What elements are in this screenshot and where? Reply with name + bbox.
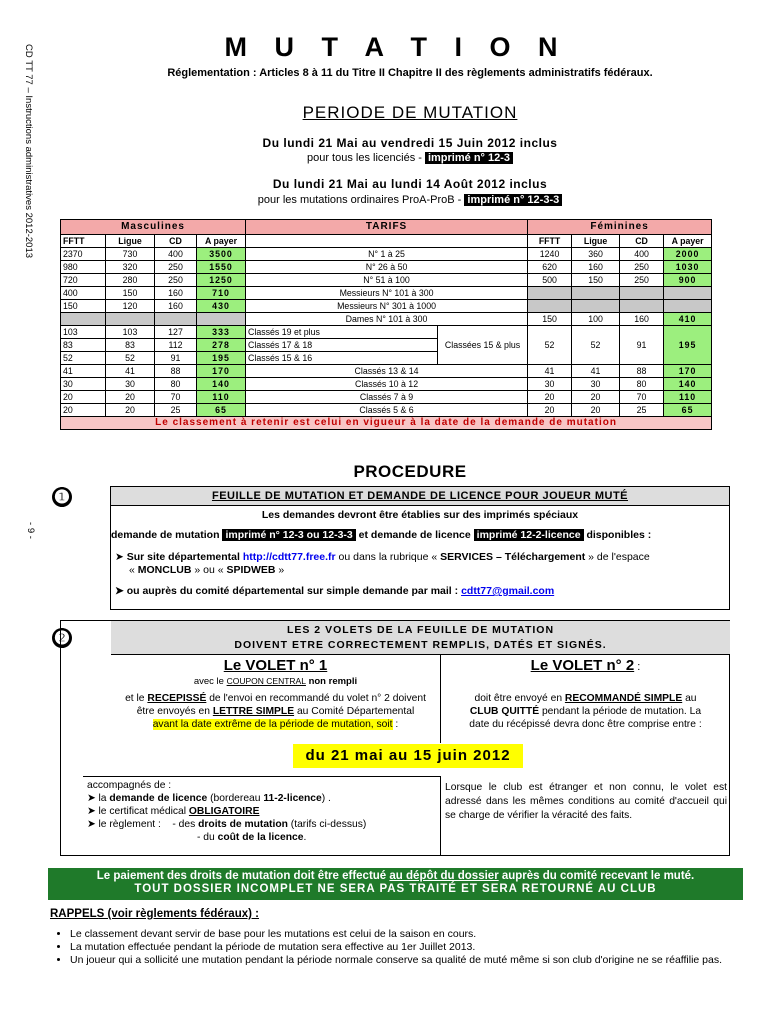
m-cell: 170 <box>197 365 246 378</box>
f-cell: 52 <box>572 326 620 365</box>
b1-f: « <box>129 564 138 576</box>
reglementation: Réglementation : Articles 8 à 11 du Titre II Chapitre II des règlements administratifs fédéraux. <box>167 67 653 79</box>
m-cell: 250 <box>155 261 197 274</box>
volet-1-text <box>111 692 440 731</box>
periode-line1: Du lundi 21 Mai au vendredi 15 Juin 2012 inclus <box>262 136 558 150</box>
m-cell: 120 <box>106 300 155 313</box>
tarif-label: Classés 15 & 16 <box>246 352 438 365</box>
step-2-header-1: LES 2 VOLETS DE LA FEUILLE DE MUTATION <box>286 624 555 636</box>
v1-p1-a: et le <box>125 693 148 704</box>
m-cell: 195 <box>197 352 246 365</box>
m-cell: 25 <box>155 404 197 417</box>
table-row <box>61 326 712 339</box>
f-cell: 1030 <box>664 261 712 274</box>
m-cell <box>106 313 155 326</box>
tarif-label: Classés 5 & 6 <box>246 404 528 417</box>
acc-1 <box>87 792 366 805</box>
arrow-icon: ➤ <box>115 551 127 563</box>
m-cell: 30 <box>106 378 155 391</box>
v2-p1-a: doit être envoyé en <box>474 693 565 704</box>
f-cell: 195 <box>664 326 712 365</box>
table-row <box>61 287 712 300</box>
m-cell: 1250 <box>197 274 246 287</box>
f-cell: 41 <box>528 365 572 378</box>
acc3-d: (tarifs ci-dessus) <box>287 819 367 830</box>
m-cell: 140 <box>197 378 246 391</box>
volet-2-text <box>441 692 730 731</box>
foreign-club-note: Lorsque le club est étranger et non connu, le volet est adressé dans les mêmes conditions au comité d'accueil qui se charge de vérifier la véracité des faits. <box>445 782 727 821</box>
arrow-icon: ➤ <box>115 585 127 597</box>
v2-p1-b: RECOMMANDÉ SIMPLE <box>564 693 683 704</box>
b1-h: » ou « <box>191 564 227 576</box>
volet-1 <box>111 655 440 731</box>
v2-p3: date du récépissé devra donc être comprise entre : <box>469 719 702 730</box>
form-badge-12-3-3: imprimé n° 12-3-3 <box>464 194 562 206</box>
v1-sub-b: COUPON CENTRAL <box>226 676 306 686</box>
acc-title: accompagnés de : <box>87 780 172 791</box>
accomp-text <box>87 779 366 844</box>
page-number-text: - 9 - <box>24 522 36 539</box>
step-2-header <box>111 621 730 655</box>
b1-a: Sur site départemental <box>126 551 243 563</box>
m-cell <box>197 313 246 326</box>
table-header-row <box>61 220 712 235</box>
m-cell: 20 <box>61 391 106 404</box>
payment-line-2: TOUT DOSSIER INCOMPLET NE SERA PAS TRAITÉ ET SERA RETOURNÉ AU CLUB <box>134 883 657 895</box>
arrow-icon: ➤ <box>87 819 99 830</box>
acc1-c: (bordereau <box>207 793 264 804</box>
m-cell: 2370 <box>61 248 106 261</box>
f-cell: 620 <box>528 261 572 274</box>
m-cell: 333 <box>197 326 246 339</box>
f-cell: 100 <box>572 313 620 326</box>
f-cell: 20 <box>572 391 620 404</box>
v1-p1-b: RECEPISSÉ <box>147 693 207 704</box>
b1-b: ou <box>335 551 351 563</box>
b1-g: MONCLUB <box>137 564 192 576</box>
m-cell: 280 <box>106 274 155 287</box>
table-row <box>61 300 712 313</box>
m-cell: 980 <box>61 261 106 274</box>
f-cell: 25 <box>620 404 664 417</box>
tarif-label-fem: Classées 15 & plus <box>438 326 528 365</box>
m-cell: 83 <box>106 339 155 352</box>
table-row <box>61 313 712 326</box>
b1-e: » de l'espace <box>585 551 650 563</box>
step-1-bullet-1 <box>115 551 727 577</box>
f-cell: 41 <box>572 365 620 378</box>
acc2-a: le certificat médical <box>98 806 189 817</box>
table-footer: Le classement à retenir est celui en vigueur à la date de la demande de mutation <box>61 417 712 430</box>
m-cell: 150 <box>106 287 155 300</box>
table-subheader-row <box>61 235 712 248</box>
col-ligue: Ligue <box>106 235 155 248</box>
acc1-d: 11-2-licence <box>263 793 322 804</box>
f-cell <box>572 287 620 300</box>
tarif-label: Messieurs N° 101 à 300 <box>246 287 528 300</box>
payment-banner <box>48 868 743 900</box>
step-1-sub: Les demandes devront être établies sur des imprimés spéciaux <box>261 509 579 521</box>
m-cell: 1550 <box>197 261 246 274</box>
acc2-b: OBLIGATOIRE <box>188 806 260 817</box>
col-ligue-f: Ligue <box>572 235 620 248</box>
f-cell: 250 <box>620 261 664 274</box>
tarif-label: Classés 19 et plus <box>246 326 438 339</box>
f-cell: 160 <box>620 313 664 326</box>
v1-p2-b: LETTRE SIMPLE <box>212 706 295 717</box>
v2-p2-a: CLUB QUITTÉ <box>469 706 540 717</box>
acc-3 <box>87 818 366 831</box>
tarif-label: Messieurs N° 301 à 1000 <box>246 300 528 313</box>
rappels-heading: RAPPELS (voir règlements fédéraux) : <box>50 908 259 920</box>
v1-p1-c: de l'envoi en recommandé du volet n° 2 doivent <box>206 693 426 704</box>
f-cell: 150 <box>528 313 572 326</box>
m-cell: 52 <box>106 352 155 365</box>
f-cell: 150 <box>572 274 620 287</box>
volet-1-title: Le VOLET n° 1 <box>223 657 328 674</box>
header-tarifs: TARIFS <box>246 220 528 235</box>
f-cell: 88 <box>620 365 664 378</box>
col-tarifs-blank <box>246 235 528 248</box>
step-1-header: FEUILLE DE MUTATION ET DEMANDE DE LICENCE POUR JOUEUR MUTÉ <box>111 487 729 506</box>
table-row <box>61 261 712 274</box>
step-1-bullet-2 <box>115 585 554 597</box>
m-cell: 52 <box>61 352 106 365</box>
col-fftt-f: FFTT <box>528 235 572 248</box>
v1-p2-a: être envoyés en <box>136 706 213 717</box>
header-masculines: Masculines <box>61 220 246 235</box>
page-number <box>22 522 39 539</box>
m-cell <box>61 313 106 326</box>
col-apayer: A payer <box>197 235 246 248</box>
m-cell: 41 <box>61 365 106 378</box>
col-cd: CD <box>155 235 197 248</box>
m-cell: 730 <box>106 248 155 261</box>
table-row <box>61 248 712 261</box>
list-item: • Un joueur qui a sollicité une mutation pendant la période normale conserve sa qualité de muté même si son club d'origine ne se réaffilie pas. <box>70 954 750 967</box>
b1-i: SPIDWEB <box>226 564 276 576</box>
b1-d: SERVICES – Téléchargement <box>440 551 586 563</box>
table-footer-row <box>61 417 712 430</box>
f-cell <box>664 287 712 300</box>
req-text-b: et demande de licence <box>355 529 474 541</box>
procedure-heading: PROCEDURE <box>353 462 467 481</box>
v1-p3: avant la date extrême de la période de mutation, soit <box>152 719 393 730</box>
m-cell: 400 <box>61 287 106 300</box>
m-cell: 3500 <box>197 248 246 261</box>
step-2-glyph: ❷ <box>53 628 71 648</box>
f-cell: 900 <box>664 274 712 287</box>
f-cell <box>572 300 620 313</box>
acc1-b: demande de licence <box>109 793 208 804</box>
step-1-icon <box>52 487 72 507</box>
v1-p2-c: au Comité Départemental <box>294 706 415 717</box>
req-text-c: disponibles : <box>583 529 652 541</box>
periode-line4-text: pour les mutations ordinaires ProA-ProB - <box>257 194 465 206</box>
f-cell: 140 <box>664 378 712 391</box>
acc-2 <box>87 805 366 818</box>
f-cell: 1240 <box>528 248 572 261</box>
acc3-c: droits de mutation <box>198 819 288 830</box>
volet-2-colon: : <box>634 661 641 673</box>
m-cell: 20 <box>61 404 106 417</box>
table-row <box>61 365 712 378</box>
col-fftt: FFTT <box>61 235 106 248</box>
tarif-label: N° 26 à 50 <box>246 261 528 274</box>
f-cell: 160 <box>572 261 620 274</box>
acc3-b: - des <box>172 819 199 830</box>
f-cell: 91 <box>620 326 664 365</box>
req-text-a: demande de mutation <box>111 529 223 541</box>
m-cell: 150 <box>61 300 106 313</box>
tarif-label: Classés 10 à 12 <box>246 378 528 391</box>
m-cell: 103 <box>61 326 106 339</box>
volet-1-sub <box>111 676 440 687</box>
m-cell: 20 <box>106 404 155 417</box>
f-cell: 30 <box>528 378 572 391</box>
f-cell <box>664 300 712 313</box>
b2-a: ou auprès du comité départemental sur simple demande par mail : <box>126 585 462 597</box>
acc1-a: la <box>98 793 110 804</box>
step-1-box <box>110 486 730 610</box>
m-cell: 112 <box>155 339 197 352</box>
m-cell: 250 <box>155 274 197 287</box>
req-badge-licence: imprimé 12-2-licence <box>474 529 584 541</box>
b1-j: » <box>275 564 285 576</box>
pay-a: Le paiement des droits de mutation doit être effectué <box>96 870 390 882</box>
side-label-text: CD TT 77 – Instructions administratives 2012-2013 <box>23 44 34 259</box>
arrow-icon: ➤ <box>87 793 99 804</box>
f-cell <box>528 287 572 300</box>
m-cell: 720 <box>61 274 106 287</box>
site-link[interactable]: http://cdtt77.free.fr <box>242 551 336 563</box>
m-cell: 88 <box>155 365 197 378</box>
m-cell: 320 <box>106 261 155 274</box>
m-cell: 20 <box>106 391 155 404</box>
periode-heading: PERIODE DE MUTATION <box>302 103 518 122</box>
tarifs-table <box>60 219 712 430</box>
tarif-label: N° 1 à 25 <box>246 248 528 261</box>
f-cell: 52 <box>528 326 572 365</box>
tarif-label: Classés 13 & 14 <box>246 365 528 378</box>
f-cell <box>528 300 572 313</box>
col-cd-f: CD <box>620 235 664 248</box>
v1-sub-c: non rempli <box>305 676 358 687</box>
step-2-box <box>60 620 730 856</box>
acc3-a: le règlement : <box>98 819 161 830</box>
acc1-e: ) . <box>321 793 331 804</box>
f-cell: 500 <box>528 274 572 287</box>
m-cell <box>155 313 197 326</box>
tarif-label: N° 51 à 100 <box>246 274 528 287</box>
f-cell: 70 <box>620 391 664 404</box>
m-cell: 41 <box>106 365 155 378</box>
f-cell: 360 <box>572 248 620 261</box>
f-cell: 410 <box>664 313 712 326</box>
volet-2 <box>441 655 730 731</box>
m-cell: 83 <box>61 339 106 352</box>
side-label <box>22 44 36 264</box>
f-cell: 80 <box>620 378 664 391</box>
periode-line4 <box>60 194 760 206</box>
arrow-icon: ➤ <box>87 806 99 817</box>
header-feminines: Féminines <box>528 220 712 235</box>
f-cell: 65 <box>664 404 712 417</box>
tarif-label: Classés 17 & 18 <box>246 339 438 352</box>
f-cell: 30 <box>572 378 620 391</box>
m-cell: 70 <box>155 391 197 404</box>
f-cell: 170 <box>664 365 712 378</box>
m-cell: 65 <box>197 404 246 417</box>
form-badge-12-3: imprimé n° 12-3 <box>425 152 513 164</box>
table-row <box>61 391 712 404</box>
acc4-a: - du <box>197 832 218 843</box>
periode-line3: Du lundi 21 Mai au lundi 14 Août 2012 inclus <box>272 177 548 191</box>
payment-line-1 <box>48 870 743 882</box>
f-cell: 20 <box>528 391 572 404</box>
f-cell: 110 <box>664 391 712 404</box>
b1-c: dans la rubrique « <box>350 551 441 563</box>
f-cell <box>620 287 664 300</box>
f-cell: 2000 <box>664 248 712 261</box>
tarif-label: Dames N° 101 à 300 <box>246 313 528 326</box>
list-item: • La mutation effectuée pendant la période de mutation sera effective au 1er Juillet 2013. <box>70 941 750 954</box>
list-item: • Le classement devant servir de base pour les mutations est celui de la saison en cours. <box>70 928 750 941</box>
step-2-header-2: DOIVENT ETRE CORRECTEMENT REMPLIS, DATÉS ET SIGNÉS. <box>234 639 607 651</box>
pay-c: auprès du comité recevant le muté. <box>498 870 695 882</box>
acc4-c: . <box>303 832 307 843</box>
email-link[interactable]: cdtt77@gmail.com <box>461 585 555 597</box>
table-row <box>61 404 712 417</box>
m-cell: 127 <box>155 326 197 339</box>
m-cell: 103 <box>106 326 155 339</box>
f-cell: 400 <box>620 248 664 261</box>
v1-p3-colon: : <box>392 719 399 730</box>
page-title: M U T A T I O N <box>224 32 568 62</box>
m-cell: 710 <box>197 287 246 300</box>
mutation-dates: du 21 mai au 15 juin 2012 <box>293 744 523 768</box>
m-cell: 80 <box>155 378 197 391</box>
table-row <box>61 378 712 391</box>
step-1-request <box>111 529 651 541</box>
periode-line2-text: pour tous les licenciés - <box>306 152 425 164</box>
v2-p1-c: au <box>682 693 697 704</box>
req-badge-mutation: imprimé n° 12-3 ou 12-3-3 <box>222 529 355 541</box>
volet-2-title-wrap <box>441 657 730 674</box>
acc-4 <box>87 831 366 844</box>
col-apayer-f: A payer <box>664 235 712 248</box>
tarif-label: Classés 7 à 9 <box>246 391 528 404</box>
step-1-glyph: ❶ <box>53 487 71 507</box>
m-cell: 91 <box>155 352 197 365</box>
f-cell: 250 <box>620 274 664 287</box>
table-row <box>61 274 712 287</box>
v2-p2-b: pendant la période de mutation. La <box>539 706 702 717</box>
rappels-list <box>52 928 750 967</box>
m-cell: 30 <box>61 378 106 391</box>
acc4-b: coût de la licence <box>217 832 304 843</box>
f-cell <box>620 300 664 313</box>
f-cell: 20 <box>572 404 620 417</box>
volet-2-title: Le VOLET n° 2 <box>530 657 635 674</box>
v1-sub-a: avec le <box>193 676 227 687</box>
m-cell: 400 <box>155 248 197 261</box>
m-cell: 278 <box>197 339 246 352</box>
pay-b: au dépôt du dossier <box>389 870 499 882</box>
f-cell: 20 <box>528 404 572 417</box>
periode-line2 <box>60 152 760 164</box>
m-cell: 110 <box>197 391 246 404</box>
m-cell: 160 <box>155 300 197 313</box>
m-cell: 160 <box>155 287 197 300</box>
m-cell: 430 <box>197 300 246 313</box>
